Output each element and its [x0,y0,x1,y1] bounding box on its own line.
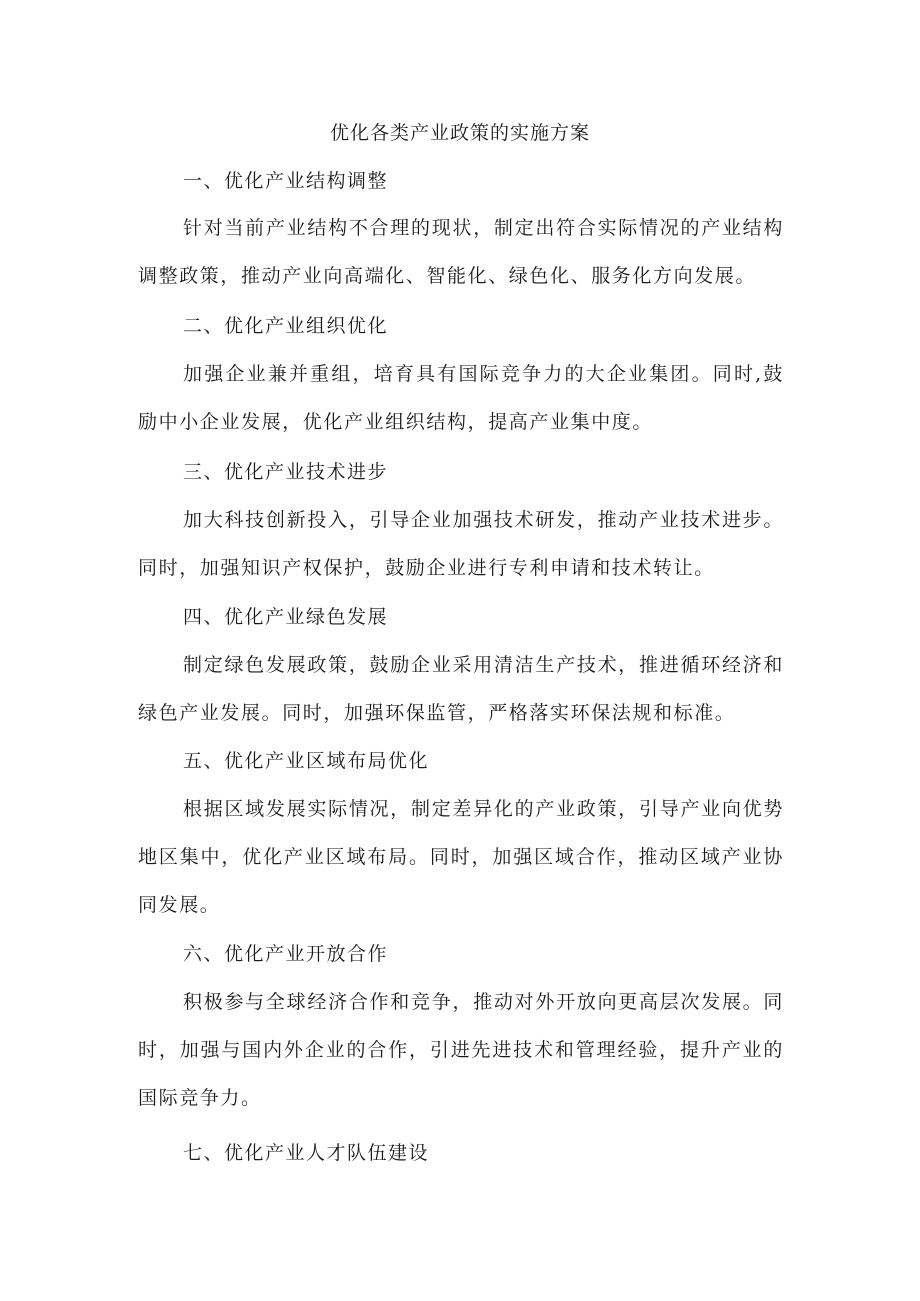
section-heading-4: 四、优化产业绿色发展 [183,606,389,628]
section-heading-2: 二、优化产业组织优化 [183,315,389,337]
section-body-3: 加大科技创新投入，引导企业加强技术研发，推动产业技术进步。同时，加强知识产权保护，鼓励企业进行专利申请和技术转让。 [138,509,784,579]
section-body-1: 针对当前产业结构不合理的现状，制定出符合实际情况的产业结构调整政策，推动产业向高端化、智能化、绿色化、服务化方向发展。 [138,217,784,287]
section-heading-7: 七、优化产业人才队伍建设 [183,1142,430,1164]
document-title: 优化各类产业政策的实施方案 [329,122,590,144]
section-heading-3: 三、优化产业技术进步 [183,461,389,483]
section-heading-1: 一、优化产业结构调整 [183,170,389,192]
section-body-2: 加强企业兼并重组，培育具有国际竞争力的大企业集团。同时,鼓励中小企业发展，优化产业组织结构，提高产业集中度。 [138,363,784,433]
section-body-6: 积极参与全球经济合作和竞争，推动对外开放向更高层次发展。同时，加强与国内外企业的合作，引进先进技术和管理经验，提升产业的国际竞争力。 [138,991,784,1109]
section-heading-5: 五、优化产业区域布局优化 [183,750,430,772]
section-heading-6: 六、优化产业开放合作 [183,943,389,965]
section-body-5: 根据区域发展实际情况，制定差异化的产业政策，引导产业向优势地区集中，优化产业区域布局。同时，加强区域合作，推动区域产业协同发展。 [138,798,784,916]
section-body-4: 制定绿色发展政策，鼓励企业采用清洁生产技术，推进循环经济和绿色产业发展。同时，加强环保监管，严格落实环保法规和标准。 [138,654,784,724]
